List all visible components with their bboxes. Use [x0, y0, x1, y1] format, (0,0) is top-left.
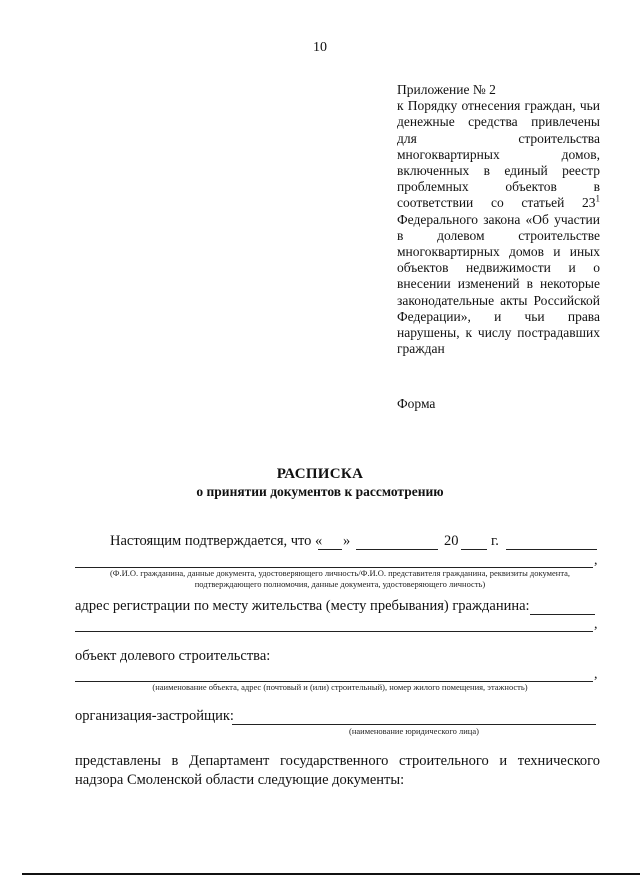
object-caption: (наименование объекта, адрес (почтовый и (или) строительный), номер жилого помещения, этажность) [152, 682, 528, 692]
address-comma: , [594, 617, 598, 632]
appendix-title: Приложение № 2 [397, 82, 496, 97]
appendix-body [397, 98, 600, 357]
submitted-paragraph: представлены в Департамент государственного строительного и технического надзора Смоленской области следующие документы: [75, 753, 600, 788]
year-prefix: 20 [444, 533, 459, 549]
applicant-comma: , [594, 553, 598, 568]
form-label: Форма [397, 396, 436, 411]
appendix-body-end: Федерального закона «Об участии в долевом строительстве многоквартирных домов и иных объектов недвижимости и о внесении изменений в некоторые законодательные акты Российской Федерации», и чьи права нарушены, к числу пострадавших граждан [397, 211, 600, 357]
year-field-line[interactable] [461, 549, 487, 550]
developer-caption: (наименование юридического лица) [349, 726, 479, 736]
address-label: адрес регистрации по месту жительства (месту пребывания) гражданина: [75, 598, 530, 614]
page-bottom-rule [22, 873, 640, 875]
address-field-line-1[interactable] [530, 614, 595, 615]
document-subtitle: о принятии документов к рассмотрению [196, 484, 444, 499]
appendix-body-start: к Порядку отнесения граждан, чьи денежные средства привлечены для строительства многоквартирных домов, включенных в единый реестр проблемных объектов в соответствии со статьей 23 [397, 98, 600, 211]
object-comma: , [594, 667, 598, 682]
appendix-block [397, 82, 600, 357]
year-suffix: г. [491, 533, 499, 549]
confirm-quote-close: » [343, 533, 351, 549]
applicant-caption: (Ф.И.О. гражданина, данные документа, удостоверяющего личность/Ф.И.О. представителя гражданина, реквизиты документа, подтверждающего полномочия, данные документа, удостоверяющего личность) [109, 568, 571, 589]
document-title: РАСПИСКА [276, 466, 364, 482]
confirm-tail-line[interactable] [506, 549, 597, 550]
address-field-line-2[interactable] [75, 631, 593, 632]
appendix-article-sup: 1 [595, 193, 600, 204]
day-field-line[interactable] [318, 549, 342, 550]
month-field-line[interactable] [356, 549, 438, 550]
developer-label: организация-застройщик: [75, 708, 234, 724]
developer-field-line[interactable] [232, 724, 596, 725]
confirm-prefix: Настоящим подтверждается, что « [110, 533, 323, 549]
object-label: объект долевого строительства: [75, 648, 271, 664]
page-number: 10 [313, 40, 327, 55]
